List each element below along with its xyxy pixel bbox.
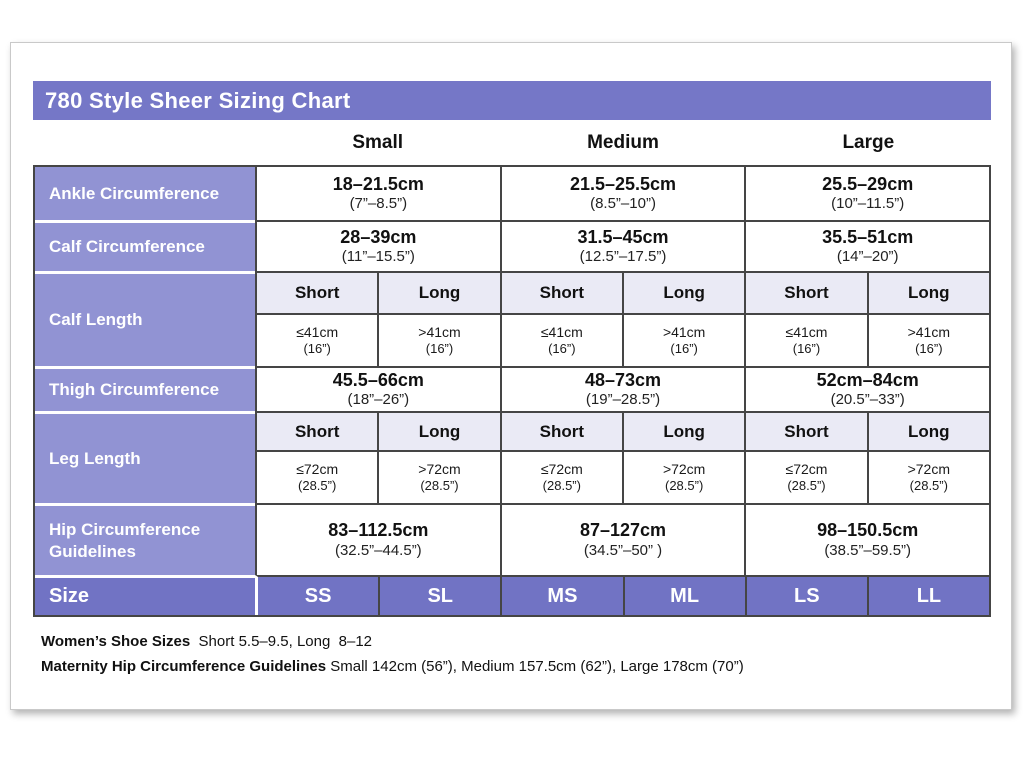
- cell-leglen-short: ≤72cm (28.5”): [744, 452, 866, 503]
- cell-ankle-small: 18–21.5cm (7”–8.5”): [332, 173, 424, 213]
- cell-calfcirc-medium: 31.5–45cm (12.5”–17.5”): [500, 222, 745, 271]
- subheader-short: Short: [500, 413, 622, 450]
- cell-calflen-long: >41cm (16”): [622, 315, 744, 366]
- row-label: Ankle Circumference: [35, 167, 255, 220]
- footnote-shoe-sizes: [41, 630, 991, 655]
- size-code-sl: SL: [378, 577, 500, 615]
- size-code-ms: MS: [500, 577, 622, 615]
- subheader-long: Long: [622, 413, 744, 450]
- cell-leglen-short: ≤72cm (28.5”): [296, 461, 339, 494]
- cell-leglen-long: >72cm (28.5”): [867, 452, 989, 503]
- chart-title-bar: [33, 81, 991, 120]
- cell-leglen-short: ≤72cm (28.5”): [500, 452, 622, 503]
- sizing-table: [33, 165, 991, 617]
- cell-hip-small: 83–112.5cm (32.5”–44.5”): [328, 520, 429, 559]
- subheader-short: Short: [500, 273, 622, 313]
- cell-calfcirc-large: 35.5–51cm (14”–20”): [744, 222, 989, 271]
- cell-calflen-short: ≤41cm (16”): [500, 315, 622, 366]
- cell-thigh-medium: 48–73cm (19”–28.5”): [500, 368, 745, 411]
- subheader-long: Long: [377, 273, 499, 313]
- footnote-text: Short 5.5–9.5, Long 8–12: [190, 633, 373, 650]
- subheader-row: [257, 273, 989, 313]
- table-row-hip: [35, 503, 989, 575]
- cell-calflen-short: ≤41cm (16”): [744, 315, 866, 366]
- cell-calfcirc-small: 28–39cm (11”–15.5”): [340, 226, 417, 266]
- subheader-short: Short: [257, 413, 377, 450]
- size-code-ml: ML: [623, 577, 745, 615]
- column-header-medium: Medium: [587, 132, 659, 153]
- subheader-long: Long: [377, 413, 499, 450]
- cell-calflen-long: >41cm (16”): [867, 315, 989, 366]
- row-label: Leg Length: [35, 411, 255, 503]
- cell-thigh-small: 45.5–66cm (18”–26”): [332, 369, 424, 409]
- table-row-size: [35, 575, 989, 615]
- subheader-long: Long: [867, 273, 989, 313]
- row-label-size: Size: [35, 575, 255, 615]
- subheader-row: [257, 413, 989, 450]
- table-row-ankle: [35, 167, 989, 220]
- footnotes: [41, 630, 991, 680]
- page-title: 780 Style Sheer Sizing Chart: [45, 87, 351, 113]
- row-label: Calf Circumference: [35, 220, 255, 271]
- subheader-short: Short: [744, 273, 866, 313]
- header-spacer: [33, 132, 255, 158]
- subheader-short: Short: [744, 413, 866, 450]
- row-label: Calf Length: [35, 271, 255, 366]
- cell-thigh-large: 52cm–84cm (20.5”–33”): [744, 368, 989, 411]
- footnote-maternity: [41, 655, 991, 680]
- footnote-label: Women’s Shoe Sizes: [41, 633, 191, 650]
- subheader-long: Long: [867, 413, 989, 450]
- size-code-ss: SS: [258, 577, 378, 615]
- cell-ankle-large: 25.5–29cm (10”–11.5”): [744, 167, 989, 220]
- column-header-small: Small: [352, 132, 404, 153]
- footnote-label: Maternity Hip Circumference Guidelines: [41, 657, 327, 675]
- row-label: Hip Circumference Guidelines: [35, 503, 255, 575]
- row-label: Thigh Circumference: [35, 366, 255, 411]
- size-column-headers: [33, 132, 991, 158]
- size-code-ll: LL: [867, 577, 989, 615]
- value-row: [257, 450, 989, 503]
- table-row-calf-circumference: [35, 220, 989, 271]
- cell-hip-medium: 87–127cm (34.5”–50” ): [500, 505, 745, 575]
- footnote-text: Small 142cm (56”), Medium 157.5cm (62”), Large 178cm (70”): [326, 657, 744, 675]
- table-row-thigh: [35, 366, 989, 411]
- column-header-large: Large: [842, 132, 895, 153]
- subheader-long: Long: [622, 273, 744, 313]
- cell-leglen-long: >72cm (28.5”): [377, 452, 499, 503]
- cell-ankle-medium: 21.5–25.5cm (8.5”–10”): [500, 167, 745, 220]
- cell-hip-large: 98–150.5cm (38.5”–59.5”): [744, 505, 989, 575]
- subheader-short: Short: [257, 273, 377, 313]
- cell-leglen-long: >72cm (28.5”): [622, 452, 744, 503]
- table-row-leg-length: [35, 411, 989, 503]
- cell-calflen-long: >41cm (16”): [377, 315, 499, 366]
- size-code-ls: LS: [745, 577, 867, 615]
- sizing-chart-card: [10, 42, 1012, 710]
- table-row-calf-length: [35, 271, 989, 366]
- value-row: [257, 313, 989, 366]
- cell-calflen-short: ≤41cm (16”): [296, 324, 339, 357]
